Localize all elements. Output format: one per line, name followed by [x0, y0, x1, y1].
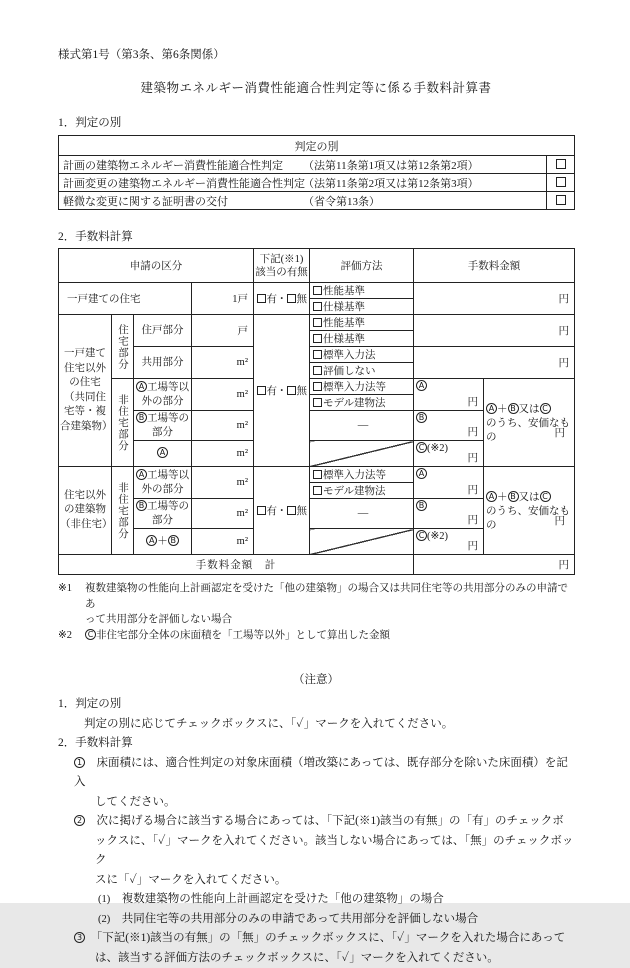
subcategory-label: 非住宅部分 — [112, 467, 134, 555]
category-label: 住宅以外の建築物（非住宅） — [59, 467, 112, 555]
circled-b-icon: B — [416, 412, 427, 423]
col-header-applicability: 下記(※1) 該当の有無 — [254, 249, 310, 283]
footnote-text: 複数建築物の性能向上計画認定を受けた「他の建築物」の場合又は共同住宅等の共用部分のみの申請であ って共用部分を評価しない場合 — [85, 581, 574, 628]
fee-amount-cell: 円 — [414, 347, 575, 379]
checkbox[interactable] — [313, 486, 322, 495]
caution-line: 判定の別に応じてチェックボックスに、「✓」マークを入れてください。 — [84, 715, 574, 735]
category-label: 一戸建て住宅以外の住宅（共同住宅等・複合建築物） — [59, 315, 112, 467]
fee-amount-cell — [414, 499, 484, 529]
caution-line: (2) 共同住宅等の共用部分のみの申請であって共用部分を評価しない場合 — [98, 910, 574, 930]
document-title: 建築物エネルギー消費性能適合性判定等に係る手数料計算書 — [58, 78, 574, 96]
fee-amount-cell — [414, 529, 484, 555]
diagonal-strikethrough-cell — [310, 441, 414, 467]
circled-a-icon: A — [136, 469, 147, 480]
checkbox[interactable] — [287, 386, 296, 395]
fee-amount-cell — [414, 411, 484, 441]
circled-1-icon: 1 — [74, 757, 85, 768]
fee-label: C (※2) — [416, 530, 448, 542]
total-row — [59, 555, 575, 575]
law-reference: （法第11条第2項又は第12条第3項） — [303, 175, 479, 191]
method-option: モデル建物法 — [310, 483, 414, 499]
judgment-checkbox-cell[interactable] — [547, 156, 575, 174]
caution-line: 2 次に掲げる場合に該当する場合にあっては、「下記(※1)該当の有無」の「有」のチェックボ — [74, 812, 574, 832]
paren-2: (2) — [98, 914, 110, 925]
fee-amount-cell: 円 — [414, 315, 575, 347]
law-reference: （法第11条第1項又は第12条第2項） — [303, 157, 479, 173]
judgment-type-label: 軽微な変更に関する証明書の交付 — [63, 196, 228, 208]
caution-line: 1 床面積には、適合性判定の対象床面積（増改築にあっては、既存部分を除いた床面積）を記入 — [74, 754, 574, 793]
checkbox[interactable] — [556, 195, 566, 205]
caution-line: してください。 — [95, 793, 574, 813]
applicability-cell: 有・ 無 — [254, 467, 310, 555]
fee-label — [416, 468, 427, 480]
footnote-text: C 非住宅部分全体の床面積を「工場等以外」として算出した金額 — [85, 628, 574, 644]
judgment-type-cell — [59, 174, 547, 192]
method-option: 評価しない — [310, 363, 414, 379]
table-row — [59, 347, 575, 363]
judgment-type-table — [58, 135, 575, 210]
footnote — [58, 628, 574, 644]
table-row — [59, 315, 575, 331]
checkbox[interactable] — [257, 294, 266, 303]
fee-unit: 円 — [468, 394, 479, 409]
fee-unit: 円 — [468, 424, 479, 439]
part-name — [134, 441, 192, 467]
footnote-marker: ※2 — [58, 628, 85, 644]
fee-unit: 円 — [468, 450, 479, 465]
checkbox[interactable] — [313, 350, 322, 359]
method-option: モデル建物法 — [310, 395, 414, 411]
fee-unit: 円 — [468, 512, 479, 527]
circled-b-icon: B — [508, 403, 519, 414]
circled-3-icon: 3 — [74, 932, 85, 943]
col-header-fee: 手数料金額 — [414, 249, 575, 283]
fee-amount-cell — [414, 379, 484, 411]
fee-label — [416, 380, 427, 392]
footnote-marker: ※1 — [58, 581, 85, 628]
part-name: A ＋ B — [134, 529, 192, 555]
table-footnotes — [58, 581, 574, 643]
caution-line: スに「✓」マークを入れてください。 — [95, 871, 574, 891]
fee-amount-cell: 円 — [414, 283, 575, 315]
subcategory-label: 住宅部分 — [112, 315, 134, 379]
floor-area-cell: m² — [192, 379, 254, 411]
circled-c-icon: C — [85, 629, 96, 640]
subcategory-label: 非住宅部分 — [112, 379, 134, 467]
checkbox[interactable] — [287, 294, 296, 303]
fee-unit: 円 — [555, 513, 566, 528]
judgment-type-label: 計画変更の建築物エネルギー消費性能適合性判定 — [63, 178, 305, 190]
law-reference: （省令第13条） — [303, 193, 380, 209]
caution-line: 1．判定の別 — [58, 695, 574, 715]
method-option: 性能基準 — [310, 315, 414, 331]
table-header-row — [59, 249, 575, 283]
checkbox[interactable] — [257, 506, 266, 515]
checkbox[interactable] — [287, 506, 296, 515]
checkbox[interactable] — [313, 398, 322, 407]
part-name: 共用部分 — [134, 347, 192, 379]
caution-line: (1) 複数建築物の性能向上計画認定を受けた「他の建築物」の場合 — [98, 890, 574, 910]
floor-area-cell: m² — [192, 347, 254, 379]
section1-heading: 1．判定の別 — [58, 114, 574, 130]
table-row — [59, 156, 575, 174]
checkbox[interactable] — [313, 366, 322, 375]
applicability-cell: 有・ 無 — [254, 283, 310, 315]
table-row — [59, 283, 575, 299]
judgment-checkbox-cell[interactable] — [547, 192, 575, 210]
caution-line: 3 「下記(※1)該当の有無」の「無」のチェックボックスに、「✓」マークを入れた場合にあって — [74, 929, 574, 949]
floor-area-cell: m² — [192, 467, 254, 499]
checkbox[interactable] — [313, 334, 322, 343]
floor-area-cell: 戸 — [192, 315, 254, 347]
col-header-category: 申請の区分 — [59, 249, 254, 283]
circled-b-icon: B — [168, 535, 179, 546]
circled-a-icon: A — [136, 381, 147, 392]
paren-1: (1) — [98, 894, 110, 905]
fee-amount-cell — [414, 467, 484, 499]
part-name: A 工場等以外の部分 — [134, 467, 192, 499]
circled-a-icon: A — [416, 468, 427, 479]
cheaper-fee-cell — [484, 467, 575, 555]
method-option: 仕様基準 — [310, 299, 414, 315]
fee-amount-cell — [414, 441, 484, 467]
method-option: 性能基準 — [310, 283, 414, 299]
table-row — [59, 192, 575, 210]
part-name: B 工場等の部分 — [134, 499, 192, 529]
fee-label — [416, 412, 427, 424]
applicability-cell: 有・ 無 — [254, 315, 310, 467]
circled-c-icon: C — [416, 442, 427, 453]
total-fee-cell: 円 — [414, 555, 575, 575]
checkbox[interactable] — [556, 177, 566, 187]
circled-2-icon: 2 — [74, 815, 85, 826]
floor-area-cell: m² — [192, 411, 254, 441]
floor-area-cell: m² — [192, 441, 254, 467]
circled-c-icon: C — [540, 491, 551, 502]
circled-a-icon: A — [157, 447, 168, 458]
checkbox[interactable] — [313, 286, 322, 295]
diagonal-strikethrough-cell — [310, 529, 414, 555]
circled-c-icon: C — [416, 530, 427, 541]
judgment-type-label: 計画の建築物エネルギー消費性能適合性判定 — [63, 160, 283, 172]
circled-a-icon: A — [486, 403, 497, 414]
section2-heading: 2．手数料計算 — [58, 228, 574, 244]
checkbox[interactable] — [313, 382, 322, 391]
quantity-cell: 1戸 — [192, 283, 254, 315]
checkbox[interactable] — [313, 302, 322, 311]
method-option: 標準入力法等 — [310, 467, 414, 483]
part-name: 住戸部分 — [134, 315, 192, 347]
circled-c-icon: C — [540, 403, 551, 414]
cheaper-fee-text: A ＋ B 又は C のうち、安価なもの — [484, 401, 574, 445]
method-option: 仕様基準 — [310, 331, 414, 347]
checkbox[interactable] — [556, 159, 566, 169]
judgment-checkbox-cell[interactable] — [547, 174, 575, 192]
fee-unit: 円 — [468, 482, 479, 497]
caution-line: 2．手数料計算 — [58, 734, 574, 754]
table-row — [59, 467, 575, 483]
circled-b-icon: B — [136, 412, 147, 423]
footnote — [58, 581, 574, 628]
judgment-type-cell — [59, 156, 547, 174]
fee-calculation-table — [58, 248, 575, 575]
caution-line: ックスに、「✓」マークを入れてください。該当しない場合にあっては、「無」のチェックボック — [95, 832, 574, 871]
total-label: 手数料金額 計 — [59, 555, 414, 575]
method-option: — — [310, 411, 414, 441]
method-option: — — [310, 499, 414, 529]
floor-area-cell: m² — [192, 529, 254, 555]
caution-line: は、該当する評価方法のチェックボックスに、「✓」マークを入れてください。 — [95, 949, 574, 968]
circled-a-icon: A — [146, 535, 157, 546]
caution-heading: （注意） — [58, 671, 574, 687]
table-row — [59, 174, 575, 192]
checkbox[interactable] — [313, 318, 322, 327]
judgment-type-table-header: 判定の別 — [59, 136, 575, 156]
circled-a-icon: A — [486, 491, 497, 502]
circled-a-icon: A — [416, 380, 427, 391]
part-name: A 工場等以外の部分 — [134, 379, 192, 411]
circled-b-icon: B — [416, 500, 427, 511]
circled-b-icon: B — [136, 500, 147, 511]
part-name: B 工場等の部分 — [134, 411, 192, 441]
method-option: 標準入力法 — [310, 347, 414, 363]
caution-notes — [58, 695, 574, 968]
cheaper-fee-text: A ＋ B 又は C のうち、安価なもの — [484, 489, 574, 533]
category-label: 一戸建ての住宅 — [59, 283, 192, 315]
fee-unit: 円 — [468, 538, 479, 553]
checkbox[interactable] — [257, 386, 266, 395]
fee-label: C (※2) — [416, 442, 448, 454]
floor-area-cell: m² — [192, 499, 254, 529]
table-row — [59, 379, 575, 395]
fee-unit: 円 — [555, 425, 566, 440]
col-header-method: 評価方法 — [310, 249, 414, 283]
form-number: 様式第1号（第3条、第6条関係） — [58, 46, 574, 62]
method-option: 標準入力法等 — [310, 379, 414, 395]
circled-b-icon: B — [508, 491, 519, 502]
cheaper-fee-cell — [484, 379, 575, 467]
judgment-type-cell — [59, 192, 547, 210]
fee-label — [416, 500, 427, 512]
checkbox[interactable] — [313, 470, 322, 479]
